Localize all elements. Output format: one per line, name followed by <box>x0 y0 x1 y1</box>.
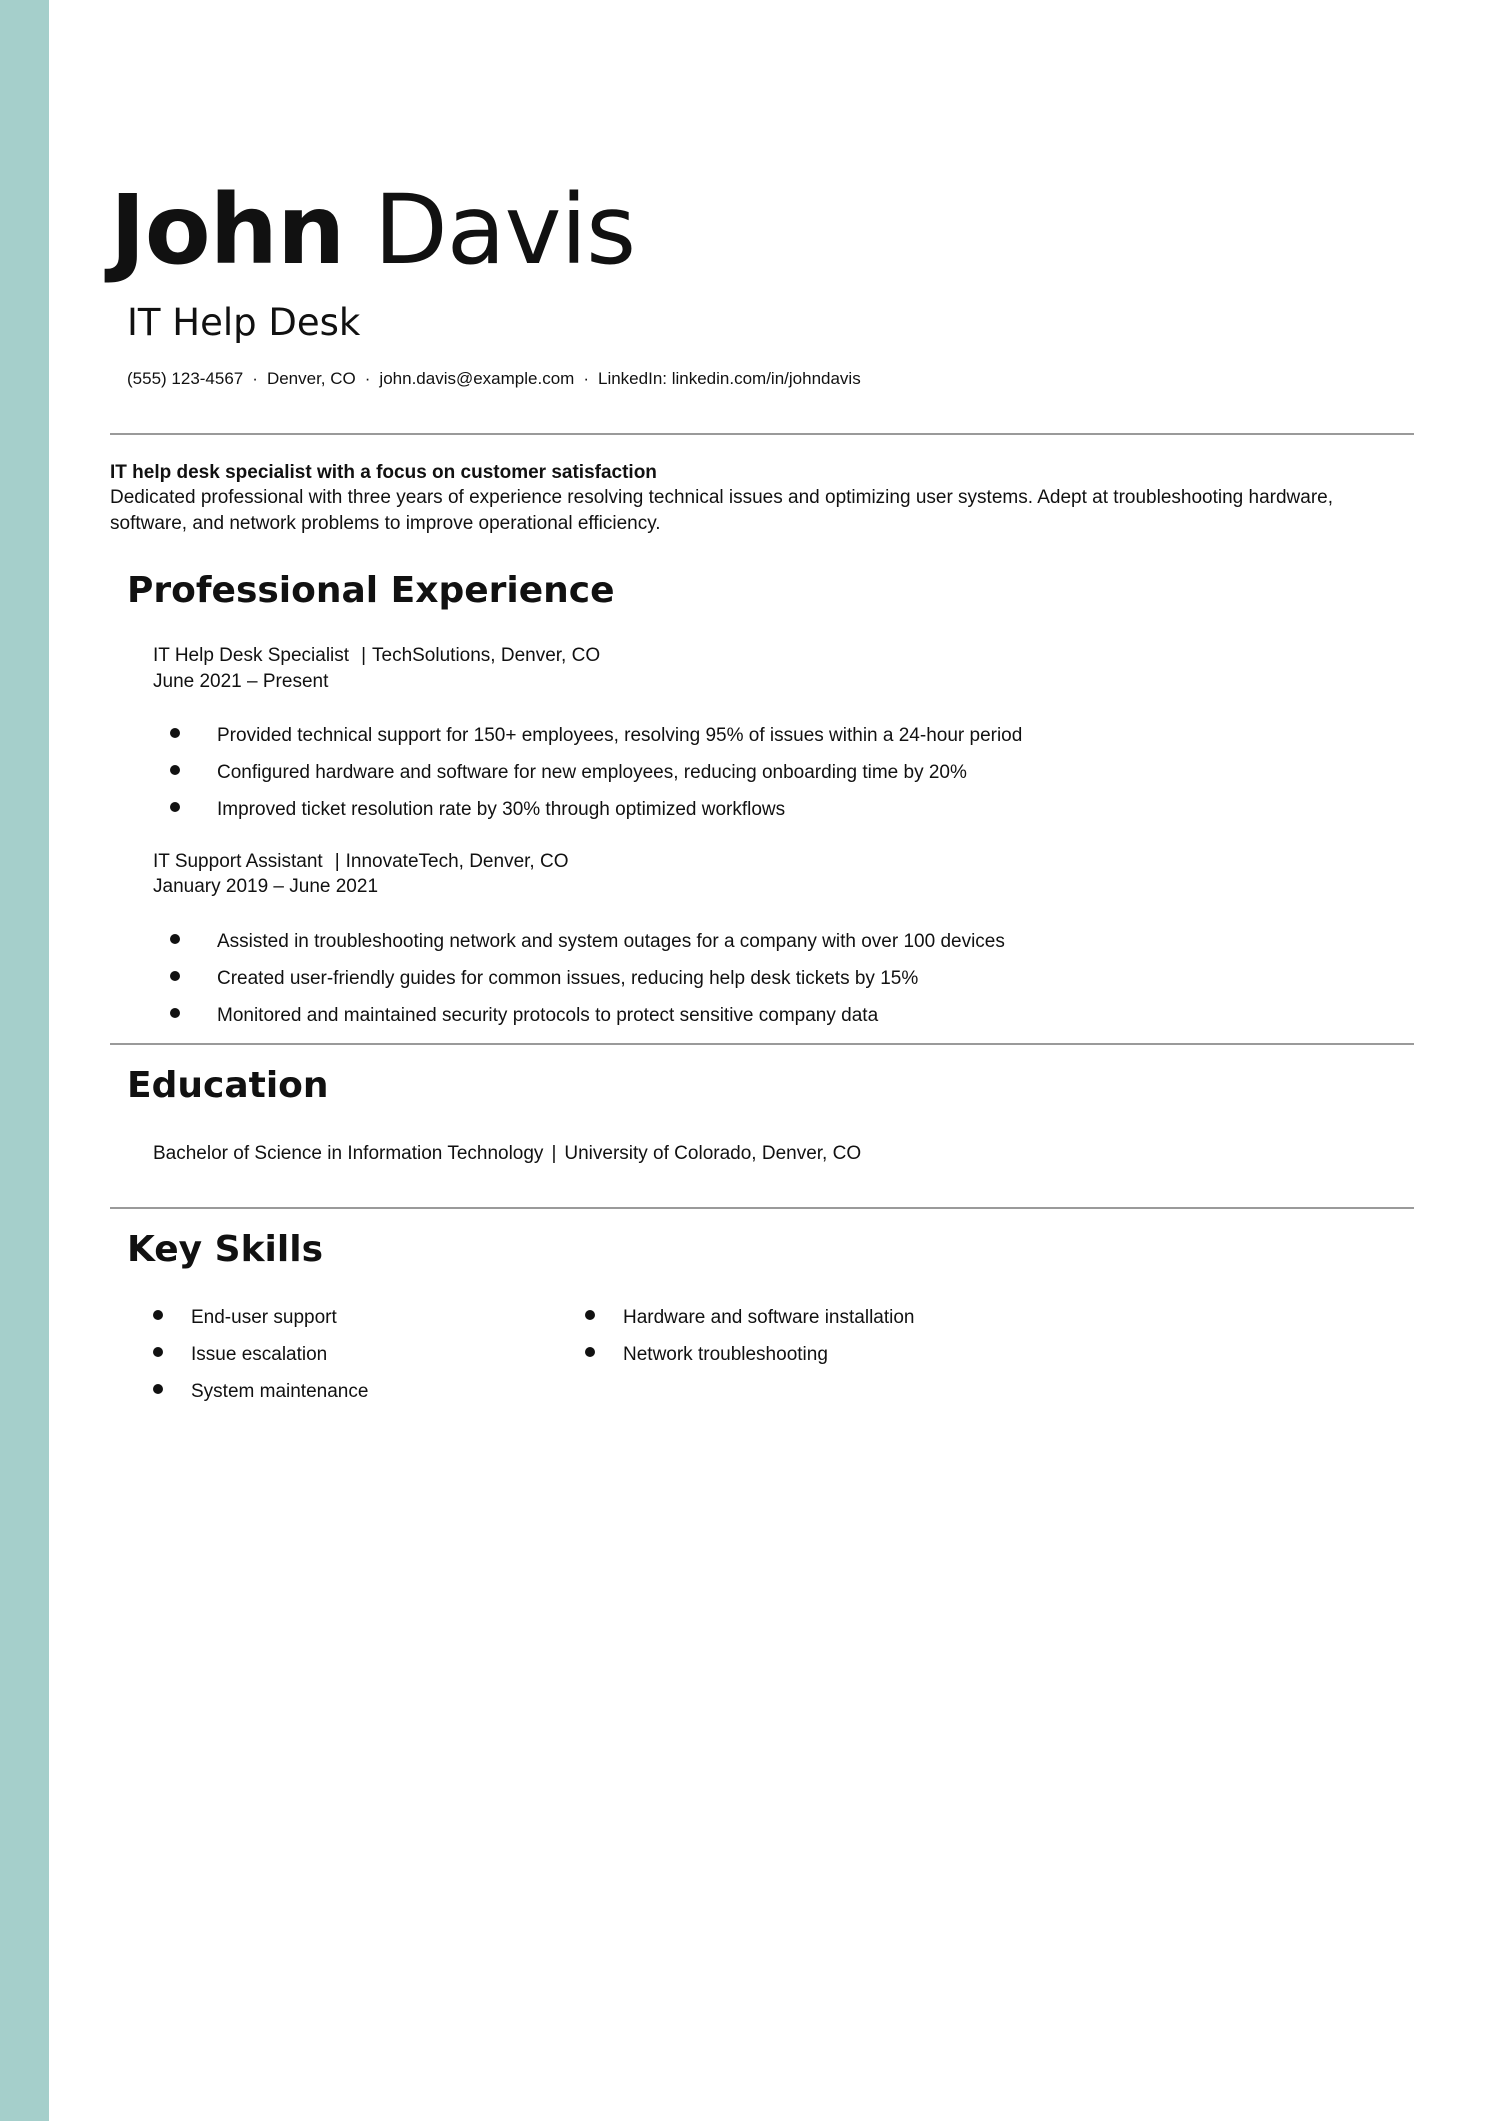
education-school: University of Colorado, Denver, CO <box>564 1143 862 1164</box>
list-item <box>153 1305 368 1342</box>
bullet-text: Improved ticket resolution rate by 30% through optimized workflows <box>217 799 786 820</box>
job-1-bullets <box>170 723 1022 834</box>
decorative-sidebar-stripe <box>0 0 49 2121</box>
job-2-role: IT Support Assistant <box>153 851 323 872</box>
list-item <box>170 760 1022 797</box>
summary-headline: IT help desk specialist with a focus on customer satisfaction <box>110 462 657 483</box>
job-2-bullets <box>170 929 1005 1040</box>
skill-text: Hardware and software installation <box>623 1307 915 1328</box>
skills-right-column <box>585 1305 915 1379</box>
job-1-separator: | <box>361 645 366 666</box>
contact-location: Denver, CO <box>266 369 356 388</box>
section-heading-experience: Professional Experience <box>127 570 615 611</box>
contact-separator: · <box>583 369 589 388</box>
bullet-text: Provided technical support for 150+ employees, resolving 95% of issues within a 24-hour period <box>217 725 1023 746</box>
skill-text: Issue escalation <box>191 1344 328 1365</box>
divider-education <box>110 1207 1414 1209</box>
bullet-icon <box>170 1008 180 1018</box>
job-title: IT Help Desk <box>127 301 361 344</box>
contact-separator: · <box>364 369 371 388</box>
job-1-company: TechSolutions, Denver, CO <box>372 645 601 666</box>
contact-separator: · <box>252 369 258 388</box>
list-item <box>170 929 1005 966</box>
skills-left-column <box>153 1305 368 1416</box>
skill-text: System maintenance <box>191 1381 369 1402</box>
contact-email: john.davis@example.com <box>379 369 575 388</box>
summary-text: Dedicated professional with three years of experience resolving technical issues and optimizing user systems. Adept at troubleshooting hardware, software, and network problems to improve operational efficiency. <box>110 487 1333 534</box>
skill-text: End-user support <box>191 1307 337 1328</box>
first-name: John <box>110 174 345 286</box>
job-2-company: InnovateTech, Denver, CO <box>345 851 569 872</box>
bullet-icon <box>170 971 180 981</box>
list-item <box>170 1003 1005 1040</box>
bullet-text: Created user-friendly guides for common issues, reducing help desk tickets by 15% <box>217 968 919 989</box>
last-name: Davis <box>373 174 636 286</box>
job-1-header <box>153 643 600 669</box>
contact-phone: (555) 123-4567 <box>127 369 244 388</box>
list-item <box>170 723 1022 760</box>
divider-experience <box>110 1043 1414 1045</box>
job-2-separator: | <box>334 851 340 872</box>
job-1-dates: June 2021 – Present <box>153 671 329 692</box>
contact-linkedin: LinkedIn: linkedin.com/in/johndavis <box>598 369 861 388</box>
bullet-text: Assisted in troubleshooting network and system outages for a company with over 100 devices <box>217 931 1005 952</box>
list-item <box>170 797 1022 834</box>
candidate-name <box>110 170 635 290</box>
list-item <box>170 966 1005 1003</box>
bullet-icon <box>153 1384 163 1394</box>
bullet-icon <box>153 1347 163 1357</box>
list-item <box>585 1305 915 1342</box>
bullet-icon <box>585 1310 595 1320</box>
contact-line <box>127 368 861 390</box>
list-item <box>153 1342 368 1379</box>
section-heading-education: Education <box>127 1065 329 1106</box>
section-heading-skills: Key Skills <box>127 1229 323 1270</box>
bullet-icon <box>170 765 180 775</box>
job-2-header <box>153 849 568 875</box>
education-separator: | <box>551 1143 557 1164</box>
bullet-icon <box>170 934 180 944</box>
education-degree: Bachelor of Science in Information Technology <box>153 1143 544 1164</box>
skill-text: Network troubleshooting <box>623 1344 828 1365</box>
bullet-icon <box>170 728 180 738</box>
list-item <box>153 1379 368 1416</box>
job-2-dates: January 2019 – June 2021 <box>153 876 379 897</box>
divider-header <box>110 433 1414 435</box>
bullet-text: Configured hardware and software for new employees, reducing onboarding time by 20% <box>217 762 967 783</box>
bullet-icon <box>153 1310 163 1320</box>
bullet-icon <box>585 1347 595 1357</box>
job-1-role: IT Help Desk Specialist <box>153 645 350 666</box>
bullet-icon <box>170 802 180 812</box>
bullet-text: Monitored and maintained security protocols to protect sensitive company data <box>217 1005 879 1026</box>
list-item <box>585 1342 915 1379</box>
education-entry <box>153 1141 861 1167</box>
